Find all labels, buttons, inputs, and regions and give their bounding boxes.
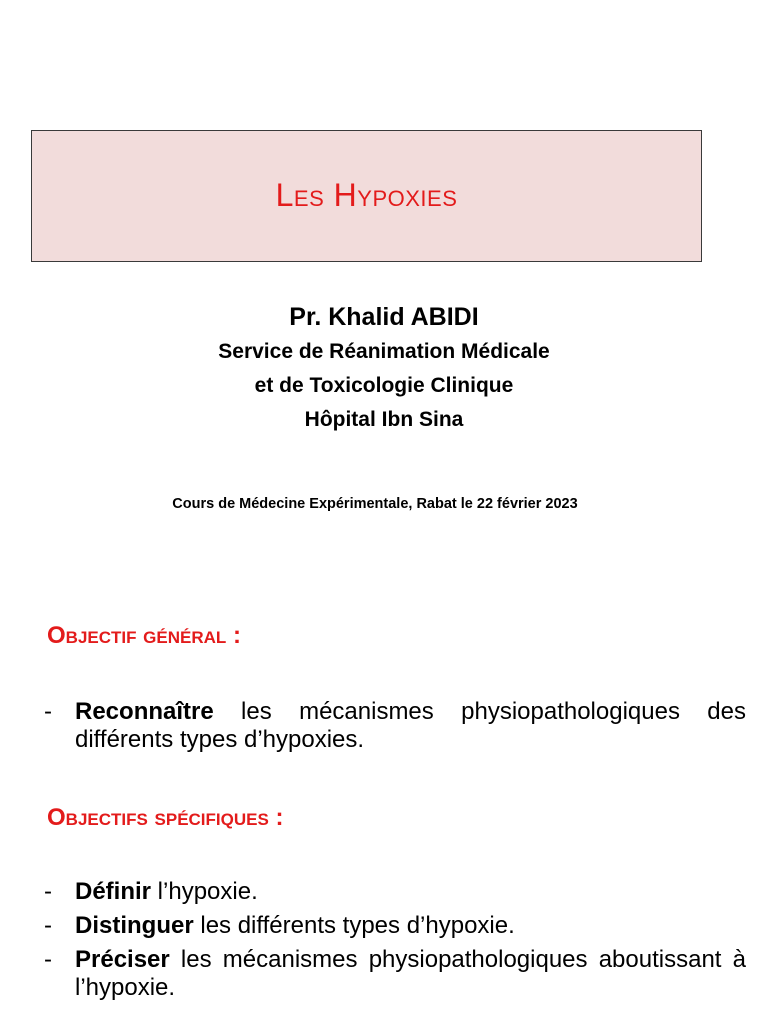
objective-text: les mécanismes physiopathologiques aboutissant à l’hypoxie. bbox=[75, 946, 746, 1001]
specific-objectives-heading: Objectifs spécifiques : bbox=[47, 804, 284, 831]
list-item bbox=[44, 698, 746, 754]
objective-text: les mécanismes physiopathologiques des différents types d’hypoxies. bbox=[75, 698, 746, 753]
affiliation-line-1: Service de Réanimation Médicale bbox=[218, 340, 550, 363]
dash-bullet: - bbox=[44, 698, 52, 725]
dash-bullet: - bbox=[44, 878, 52, 905]
list-item bbox=[44, 946, 746, 1002]
general-objective-heading: Objectif général : bbox=[47, 622, 241, 649]
list-item bbox=[44, 878, 746, 906]
page-title: Les Hypoxies bbox=[275, 176, 458, 213]
objective-verb: Préciser bbox=[75, 946, 170, 973]
objective-verb: Distinguer bbox=[75, 912, 194, 939]
general-objective-list bbox=[44, 698, 746, 760]
objective-verb: Définir bbox=[75, 878, 152, 905]
author-block bbox=[0, 299, 768, 437]
objective-text: l’hypoxie. bbox=[151, 878, 258, 905]
objective-verb: Reconnaître bbox=[75, 698, 214, 725]
dash-bullet: - bbox=[44, 912, 52, 939]
objective-text: les différents types d’hypoxie. bbox=[193, 912, 515, 939]
dash-bullet: - bbox=[44, 946, 52, 973]
author-name: Pr. Khalid ABIDI bbox=[289, 303, 479, 331]
list-item bbox=[44, 912, 746, 940]
specific-objectives-list bbox=[44, 878, 746, 1008]
affiliation-line-2: et de Toxicologie Clinique bbox=[254, 374, 514, 397]
title-box bbox=[31, 130, 702, 262]
affiliation-line-3: Hôpital Ibn Sina bbox=[304, 408, 464, 431]
course-line: Cours de Médecine Expérimentale, Rabat le 22 février 2023 bbox=[172, 496, 578, 512]
